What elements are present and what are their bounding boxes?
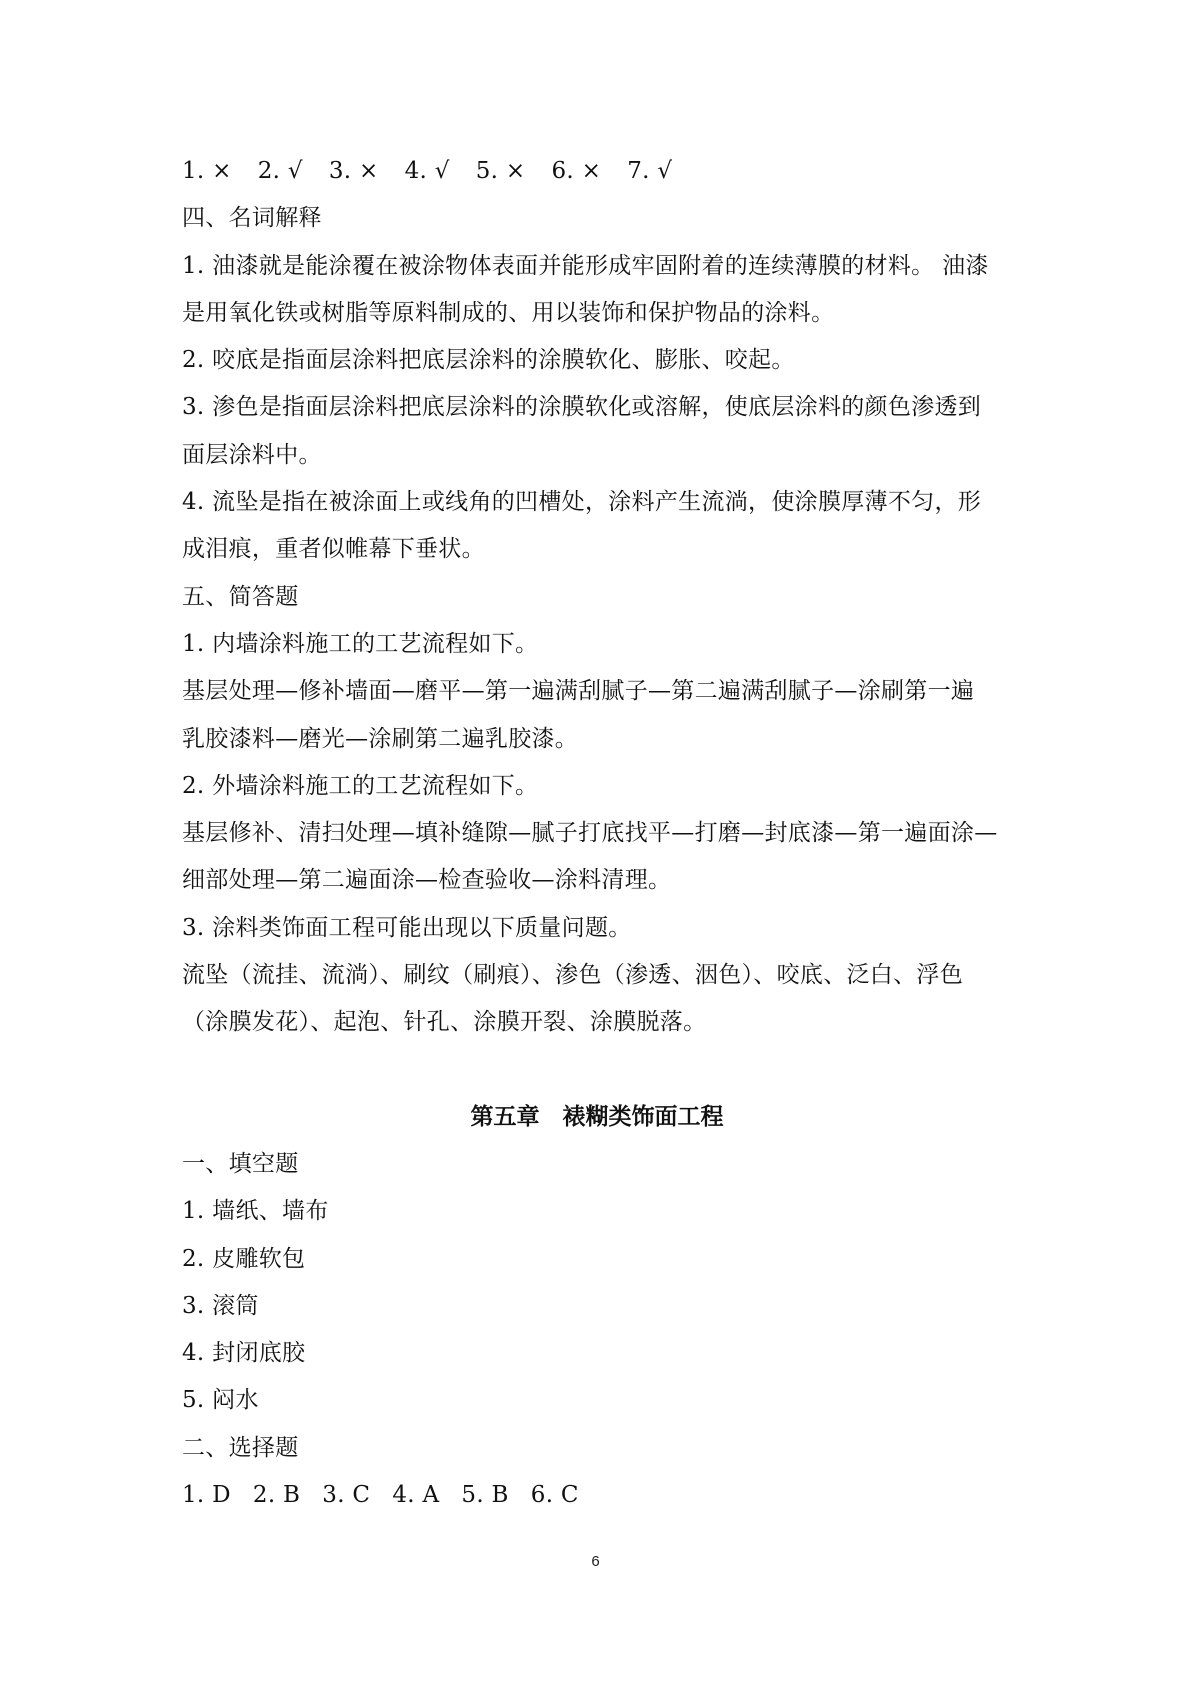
section-heading-short-answer: 五、简答题 — [182, 583, 299, 610]
text-line: 乳胶漆料—磨光—涂刷第二遍乳胶漆。 — [182, 725, 579, 752]
text-line: （涂膜发花）、起泡、针孔、涂膜开裂、涂膜脱落。 — [182, 1009, 707, 1036]
text-line: 2. 外墙涂料施工的工艺流程如下。 — [182, 772, 539, 799]
judgment-answers — [182, 148, 1012, 195]
text-line: 3. 涂料类饰面工程可能出现以下质量问题。 — [182, 914, 632, 941]
list-item: 4. 封闭底胶 — [182, 1340, 306, 1367]
list-item: 3. 滚筒 — [182, 1292, 259, 1319]
text-line: 是用氧化铁或树脂等原料制成的、用以装饰和保护物品的涂料。 — [182, 299, 835, 326]
answer-item: 5. × — [475, 158, 526, 184]
section-heading-choice: 二、选择题 — [182, 1434, 299, 1461]
answer-item: 7. √ — [627, 158, 673, 184]
section-heading-fill-blank: 一、填空题 — [182, 1150, 299, 1177]
choice-answers — [182, 1472, 1012, 1519]
text-line: 1. 油漆就是能涂覆在被涂物体表面并能形成牢固附着的连续薄膜的材料。 油漆 — [182, 252, 989, 279]
text-line: 基层处理—修补墙面—磨平—第一遍满刮腻子—第二遍满刮腻子—涂刷第一遍 — [182, 678, 975, 705]
answer-item: 4. √ — [404, 158, 450, 184]
list-item: 5. 闷水 — [182, 1387, 259, 1414]
text-line: 基层修补、清扫处理—填补缝隙—腻子打底找平—打磨—封底漆—第一遍面涂— — [182, 820, 998, 847]
list-item: 2. 皮雕软包 — [182, 1245, 306, 1272]
answer-item: 3. × — [328, 158, 379, 184]
list-item: 1. 墙纸、墙布 — [182, 1198, 329, 1225]
text-line: 成泪痕，重者似帷幕下垂状。 — [182, 536, 485, 563]
answer-item: 2. B — [252, 1482, 301, 1509]
answer-item: 1. × — [182, 158, 232, 184]
text-line: 2. 咬底是指面层涂料把底层涂料的涂膜软化、膨胀、咬起。 — [182, 347, 795, 374]
page-content — [182, 148, 1012, 1519]
answer-item: 6. × — [551, 158, 602, 184]
answer-item: 5. B — [461, 1482, 509, 1509]
answer-item: 1. D — [182, 1482, 231, 1509]
text-line: 4. 流坠是指在被涂面上或线角的凹槽处，涂料产生流淌，使涂膜厚薄不匀，形 — [182, 489, 982, 516]
answer-item: 6. C — [530, 1482, 579, 1509]
section-heading-terms: 四、名词解释 — [182, 205, 322, 232]
text-line: 面层涂料中。 — [182, 441, 322, 468]
text-line: 1. 内墙涂料施工的工艺流程如下。 — [182, 630, 539, 657]
text-line: 细部处理—第二遍面涂—检查验收—涂料清理。 — [182, 867, 672, 894]
text-line: 流坠（流挂、流淌）、刷纹（刷痕）、渗色（渗透、洇色）、咬底、泛白、浮色 — [182, 962, 963, 989]
page-number: 6 — [591, 1553, 600, 1570]
answer-item: 4. A — [392, 1482, 440, 1509]
text-line: 3. 渗色是指面层涂料把底层涂料的涂膜软化或溶解，使底层涂料的颜色渗透到 — [182, 394, 982, 421]
answer-item: 3. C — [322, 1482, 371, 1509]
answer-item: 2. √ — [257, 158, 303, 184]
chapter-title: 第五章 裱糊类饰面工程 — [470, 1103, 724, 1130]
